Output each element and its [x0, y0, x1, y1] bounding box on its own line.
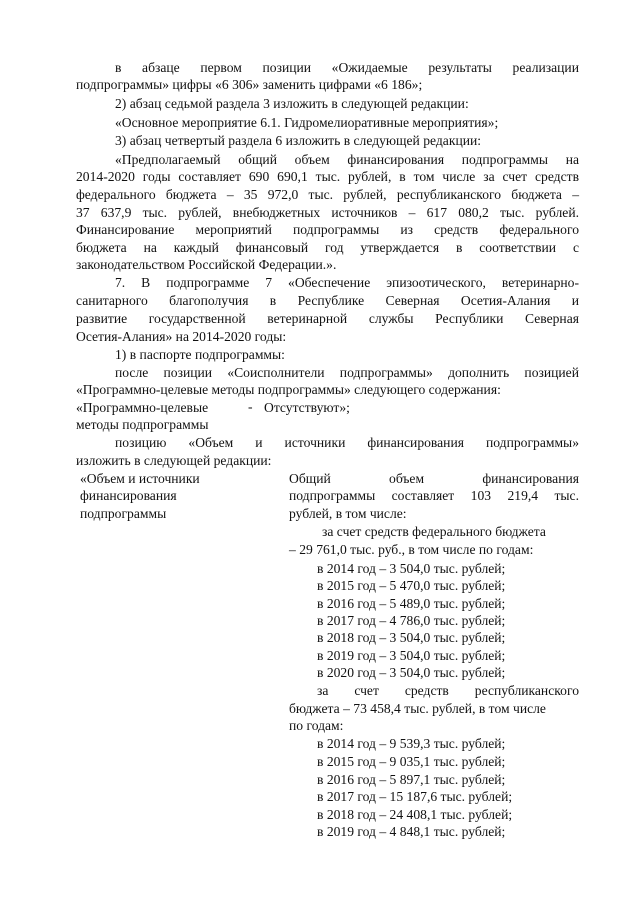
text-line: «Программно-целевые методы подпрограммы» следующего содержания: — [76, 382, 501, 397]
text-line: «Предполагаемый общий объем финансирования подпрограммы на — [115, 152, 579, 167]
republican-year-line: в 2018 год – 24 408,1 тыс. рублей; — [317, 807, 513, 822]
text-line: 2) абзац седьмой раздела 3 изложить в следующей редакции: — [115, 96, 469, 111]
federal-year-line: в 2014 год – 3 504,0 тыс. рублей; — [317, 561, 506, 576]
methods-label: методы подпрограммы — [76, 417, 209, 432]
methods-label: «Программно-целевые — [76, 400, 209, 415]
republican-year-line: в 2016 год – 5 897,1 тыс. рублей; — [317, 772, 506, 787]
federal-intro: за счет средств федерального бюджета — [322, 524, 546, 539]
text-line: 2014-2020 годы составляет 690 690,1 тыс. рублей, в том числе за счет средств — [76, 169, 579, 184]
total-line: рублей, в том числе: — [289, 506, 407, 521]
text-line: федерального бюджета – 35 972,0 тыс. рублей, республиканского бюджета – — [76, 187, 579, 202]
text-line: «Основное мероприятие 6.1. Гидромелиоративные мероприятия»; — [115, 115, 499, 130]
text-line: 1) в паспорте подпрограммы: — [115, 347, 285, 362]
republican-intro: бюджета – 73 458,4 тыс. рублей, в том числе — [289, 701, 546, 716]
text-line: в абзаце первом позиции «Ожидаемые результаты реализации — [115, 60, 579, 75]
text-line: 37 637,9 тыс. рублей, внебюджетных источников – 617 080,2 тыс. рублей. — [76, 205, 579, 220]
text-line: санитарного благополучия в Республике Северная Осетия-Алания и — [76, 293, 579, 308]
text-line: бюджета на каждый финансовый год утверждается в соответствии с — [76, 240, 579, 255]
table-left-label: «Объем и источники — [80, 471, 200, 486]
federal-year-line: в 2016 год – 5 489,0 тыс. рублей; — [317, 596, 506, 611]
text-line: 7. В подпрограмме 7 «Обеспечение эпизоотического, ветеринарно- — [115, 275, 579, 290]
republican-year-line: в 2017 год – 15 187,6 тыс. рублей; — [317, 789, 513, 804]
text-line: изложить в следующей редакции: — [76, 453, 272, 468]
text-line: после позиции «Соисполнители подпрограммы» дополнить позицией — [115, 365, 579, 380]
republican-year-line: в 2015 год – 9 035,1 тыс. рублей; — [317, 754, 506, 769]
text-line: развитие государственной ветеринарной службы Республики Северная — [76, 311, 579, 326]
republican-intro: за счет средств республиканского — [317, 683, 579, 698]
text-line: Финансирование мероприятий подпрограммы из средств федерального — [76, 222, 579, 237]
methods-value: Отсутствуют»; — [264, 400, 350, 415]
republican-year-line: в 2019 год – 4 848,1 тыс. рублей; — [317, 824, 506, 839]
text-line: подпрограммы» цифры «6 306» заменить цифрами «6 186»; — [76, 77, 423, 92]
table-left-label: подпрограммы — [80, 506, 167, 521]
total-line: подпрограммы составляет 103 219,4 тыс. — [289, 488, 579, 503]
federal-year-line: в 2015 год – 5 470,0 тыс. рублей; — [317, 578, 506, 593]
table-left-label: финансирования — [80, 488, 177, 503]
text-line: позицию «Объем и источники финансирования подпрограммы» — [115, 435, 579, 450]
republican-intro: по годам: — [289, 718, 344, 733]
total-line: Общий объем финансирования — [289, 471, 579, 486]
federal-year-line: в 2019 год – 3 504,0 тыс. рублей; — [317, 648, 506, 663]
text-line: Осетия-Алания» на 2014-2020 годы: — [76, 329, 287, 344]
federal-intro: – 29 761,0 тыс. руб., в том числе по годам: — [289, 542, 534, 557]
federal-year-line: в 2018 год – 3 504,0 тыс. рублей; — [317, 630, 506, 645]
text-line: законодательством Российской Федерации.». — [76, 257, 337, 272]
text-line: 3) абзац четвертый раздела 6 изложить в следующей редакции: — [115, 133, 482, 148]
federal-year-line: в 2017 год – 4 786,0 тыс. рублей; — [317, 613, 506, 628]
republican-year-line: в 2014 год – 9 539,3 тыс. рублей; — [317, 736, 506, 751]
dash-separator: - — [248, 399, 253, 414]
federal-year-line: в 2020 год – 3 504,0 тыс. рублей; — [317, 665, 506, 680]
